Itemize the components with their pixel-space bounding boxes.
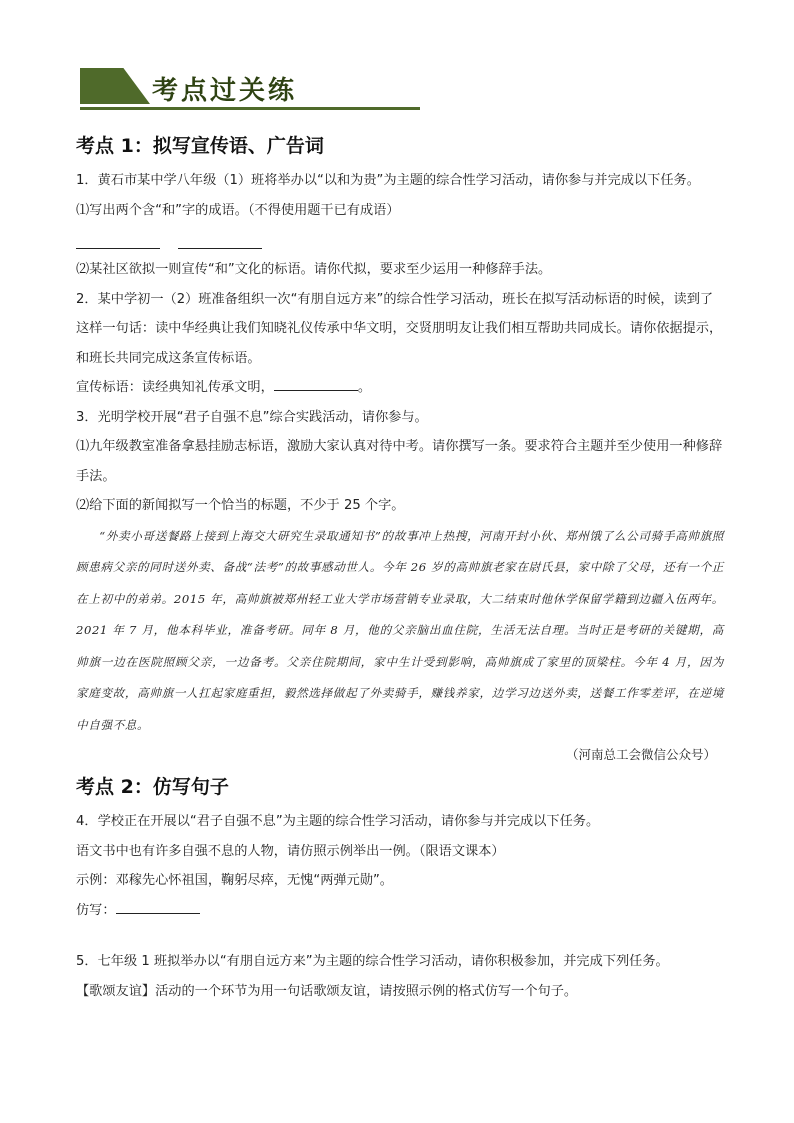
answer-blank[interactable] — [116, 899, 200, 914]
banner-flag-shape — [80, 68, 150, 104]
banner-title: 考点过关练 — [152, 76, 298, 106]
passage-source: （河南总工会微信公众号） — [565, 747, 716, 762]
banner-rule — [80, 107, 420, 110]
q2-answer-prefix: 宣传标语：读经典知礼传承文明， — [76, 380, 274, 395]
q1-part1: ⑴写出两个含“和”字的成语。（不得使用题干已有成语） — [76, 202, 400, 218]
section-banner — [80, 68, 420, 112]
q4-imitate-line — [76, 896, 724, 926]
q3-part1: ⑴九年级教室准备拿悬挂励志标语，激励大家认真对待中考。请你撰写一条。要求符合主题并至少使用一种修辞手法。 — [76, 439, 723, 484]
q2-answer-suffix: 。 — [357, 380, 371, 395]
q1-stem: 1．黄石市某中学八年级（1）班将举办以“以和为贵”为主题的综合性学习活动，请你参与并完成以下任务。 — [76, 173, 700, 188]
section1-title: 考点 1：拟写宣传语、广告词 — [76, 135, 324, 157]
q3-stem: 3．光明学校开展“君子自强不息”综合实践活动，请你参与。 — [76, 409, 428, 425]
q4-imitate-prefix: 仿写： — [76, 902, 116, 918]
section2-title: 考点 2：仿写句子 — [76, 776, 229, 798]
q2-answer-line — [76, 373, 724, 403]
content — [76, 128, 724, 1006]
q1-answer-blanks — [76, 225, 724, 249]
q3-part2: ⑵给下面的新闻拟写一个恰当的标题，不少于 25 个字。 — [76, 498, 405, 513]
q5-line1: 【歌颂友谊】活动的一个环节为用一句话歌颂友谊，请按照示例的格式仿写一个句子。 — [76, 983, 578, 999]
q2-stem: 2．某中学初一（2）班准备组织一次“有朋自远方来”的综合性学习活动，班长在拟写活动标语的时候，读到了这样一句话：读中华经典让我们知晓礼仪传承中华文明，交贤朋明友让我们相互帮助共同成长。请你依据提示，和班长共同完成这条宣传标语。 — [76, 291, 723, 366]
answer-blank[interactable] — [178, 247, 262, 249]
q4-line1: 语文书中也有许多自强不息的人物，请仿照示例举出一例。（限语文课本） — [76, 843, 505, 859]
answer-blank[interactable] — [274, 376, 358, 391]
spacer — [76, 925, 724, 947]
q5-stem: 5．七年级 1 班拟举办以“有朋自远方来”为主题的综合性学习活动，请你积极参加，并完成下列任务。 — [76, 954, 669, 969]
q1-part2: ⑵某社区欲拟一则宣传“和”文化的标语。请你代拟，要求至少运用一种修辞手法。 — [76, 262, 552, 277]
q4-stem: 4．学校正在开展以“君子自强不息”为主题的综合性学习活动，请你参与并完成以下任务。 — [76, 814, 600, 829]
news-passage: “外卖小哥送餐路上接到上海交大研究生录取通知书”的故事冲上热搜，河南开封小伙、郑州饿了么公司骑手高帅旗照顾患病父亲的同时送外卖、备战“法考”的故事感动世人。今年 26 岁的高帅旗老家在尉氏县，家中除了父母，还有一个正在上初中的弟弟。2015 年，高帅旗被郑州轻工业大学市场营销专业录取，大二结束时他休学保留学籍到边疆入伍两年。2021 年 7 月，他本科毕业，准备考研。同年 8 月，他的父亲脑出血住院，生活无法自理。当时正是考研的关键期，高帅旗一边在医院照顾父亲，一边备考。父亲住院期间，家中生计受到影响，高帅旗成了家里的顶梁柱。今年 4 月，因为家庭变故，高帅旗一人扛起家庭重担，毅然选择做起了外卖骑手，赚钱养家，边学习边送外卖，送餐工作零差评，在逆境中自强不息。 — [76, 528, 724, 732]
q4-example: 示例：邓稼先心怀祖国，鞠躬尽瘁，无愧“两弹元勋”。 — [76, 873, 393, 888]
answer-blank[interactable] — [76, 247, 160, 249]
